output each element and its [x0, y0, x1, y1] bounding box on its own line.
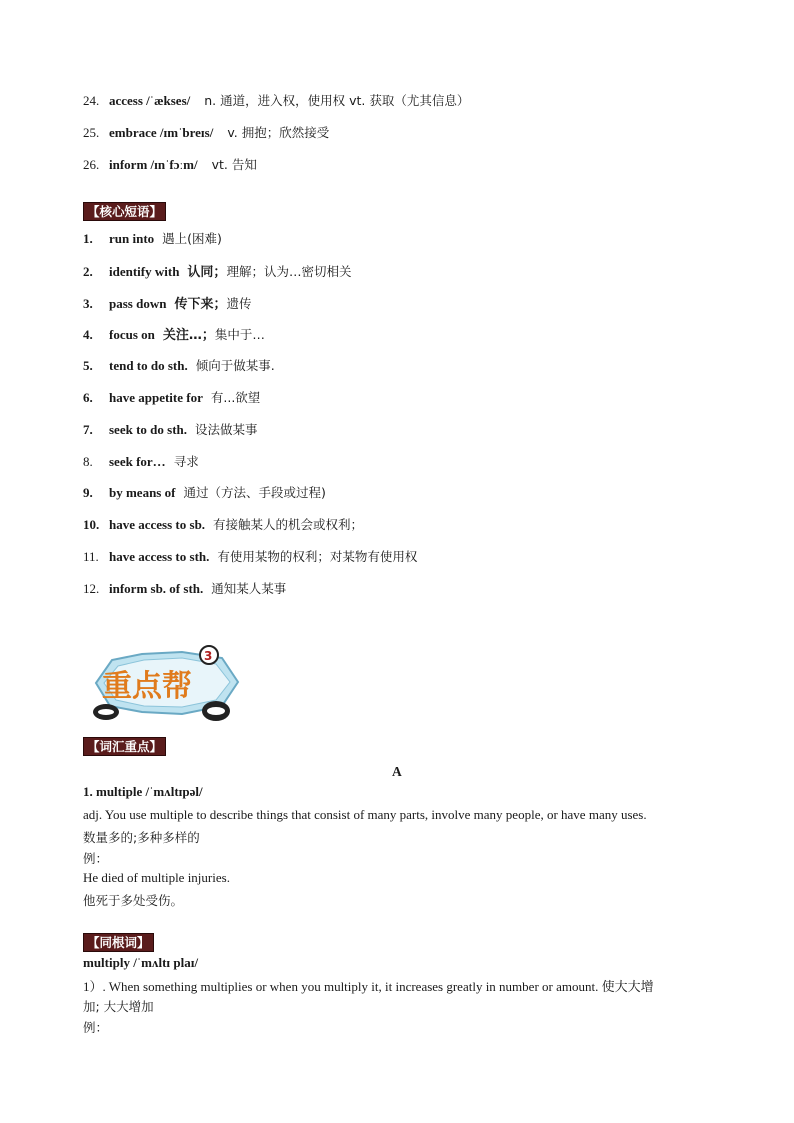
vocab-item: [83, 155, 257, 173]
phrase-meaning-bold: 认同；: [187, 265, 227, 280]
phrase-text: seek to do sth.: [109, 422, 188, 437]
vocab-item: [83, 123, 329, 141]
vocab-word: inform /ɪnˈfɔːm/: [109, 157, 198, 172]
phrase-meaning: 集中于…: [214, 327, 265, 342]
phrase-meaning: 通知某人某事: [211, 581, 287, 596]
phrase-item: [83, 324, 265, 343]
phrase-number: 10.: [83, 517, 100, 532]
phrase-meaning: 倾向于做某事.: [195, 358, 275, 373]
example-zh: 他死于多处受伤。: [83, 893, 184, 908]
phrase-text: have access to sth.: [109, 549, 210, 564]
phrase-number: 3.: [83, 296, 93, 311]
phrase-text: inform sb. of sth.: [109, 581, 204, 596]
phrase-number: 2.: [83, 264, 93, 279]
entry-definition-zh: 数量多的;多种多样的: [83, 830, 200, 845]
phrase-text: focus on: [109, 327, 155, 342]
phrase-number: 7.: [83, 422, 93, 437]
vocab-word: embrace /ɪmˈbreɪs/: [109, 125, 214, 140]
vocab-number: 26.: [83, 157, 100, 172]
vocab-word: access /ˈækses/: [109, 93, 191, 108]
phrase-item: [83, 547, 417, 565]
phrase-text: pass down: [109, 296, 167, 311]
phrase-item: [83, 452, 199, 470]
root-section-label: 【同根词】: [83, 933, 154, 952]
phrase-meaning: 遇上(困难): [162, 231, 222, 246]
entry2-definition-en: 1）. When something multiplies or when you multiply it, it increases greatly in number or amount. 使大大增: [83, 979, 654, 994]
vocab-definition: n. 通道，进入权，使用权 vt. 获取（尤其信息）: [204, 93, 470, 108]
vocab-definition: v. 拥抱；欣然接受: [227, 125, 330, 140]
phrase-number: 1.: [83, 231, 93, 246]
phrase-number: 12.: [83, 581, 100, 596]
zhongdianbang-logo: [82, 640, 242, 726]
vocab-number: 24.: [83, 93, 100, 108]
phrase-meaning: 遗传: [226, 296, 252, 311]
phrase-item: [83, 579, 286, 597]
phrase-item: [83, 483, 326, 501]
phrase-item: [83, 420, 258, 438]
entry-definition-en: adj. You use multiple to describe things that consist of many parts, involve many people, or have many uses.: [83, 807, 647, 822]
entry2-headword: multiply /ˈmʌltɪ plaɪ/: [83, 955, 199, 970]
phrase-item: [83, 388, 260, 406]
entry2-example-label: 例：: [83, 1020, 109, 1035]
phrase-text: have access to sb.: [109, 517, 206, 532]
vocab-item: [83, 91, 469, 109]
phrase-number: 8.: [83, 454, 93, 469]
entry-headword: 1. multiple /ˈmʌltɪpəl/: [83, 784, 203, 799]
vocab-number: 25.: [83, 125, 100, 140]
phrase-item: [83, 293, 251, 312]
phrase-meaning-bold: 关注…；: [162, 328, 215, 343]
phrase-text: seek for…: [109, 454, 166, 469]
phrase-meaning-bold: 传下来；: [174, 297, 227, 312]
phrase-number: 11.: [83, 549, 99, 564]
phrase-meaning: 寻求: [173, 454, 199, 469]
phrase-meaning: 通过（方法、手段或过程): [183, 485, 326, 500]
phrase-number: 4.: [83, 327, 93, 342]
logo-text: 重点帮: [102, 669, 192, 704]
phrase-text: tend to do sth.: [109, 358, 188, 373]
phrases-section-label: 【核心短语】: [83, 202, 166, 221]
section-letter: A: [392, 764, 402, 779]
vocab-section-label: 【词汇重点】: [83, 737, 166, 756]
phrase-meaning: 理解；认为…密切相关: [226, 264, 352, 279]
phrase-text: run into: [109, 231, 155, 246]
phrase-meaning: 有接触某人的机会或权利；: [213, 517, 364, 532]
entry2-definition-zh: 加; 大大增加: [83, 999, 154, 1014]
phrase-item: [83, 515, 363, 533]
vocab-definition: vt. 告知: [211, 157, 257, 172]
phrase-item: [83, 356, 275, 374]
phrase-text: have appetite for: [109, 390, 203, 405]
phrase-meaning: 有...欲望: [210, 390, 261, 405]
example-label: 例：: [83, 851, 109, 866]
phrase-text: by means of: [109, 485, 176, 500]
svg-text:3: 3: [204, 649, 213, 663]
phrase-meaning: 设法做某事: [195, 422, 258, 437]
phrase-item: [83, 229, 222, 247]
phrase-number: 6.: [83, 390, 93, 405]
phrase-number: 9.: [83, 485, 93, 500]
phrase-number: 5.: [83, 358, 93, 373]
example-en: He died of multiple injuries.: [83, 870, 230, 885]
phrase-item: [83, 261, 351, 280]
phrase-text: identify with: [109, 264, 180, 279]
phrase-meaning: 有使用某物的权利；对某物有使用权: [217, 549, 418, 564]
